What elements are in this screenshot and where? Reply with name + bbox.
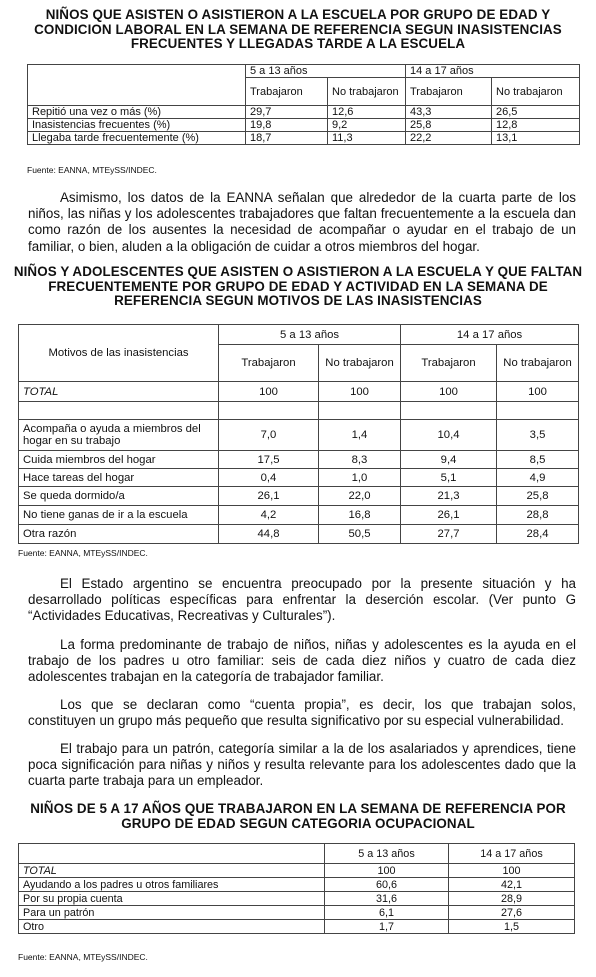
table-row [28,132,580,145]
table-row [19,892,575,906]
table-row [19,420,579,451]
table1-age-group: 14 a 17 años [406,65,580,78]
cell-value: 100 [449,864,575,878]
cell-value: 44,8 [219,525,319,544]
cell-value: 11,3 [328,132,406,145]
table3-age-group: 5 a 13 años [325,844,449,864]
cell-value: 1,4 [319,420,401,451]
table-row [19,525,579,544]
row-label: Otro [19,920,325,934]
cell-value: 12,8 [492,119,580,132]
row-label: TOTAL [19,382,219,402]
paragraph-3: La forma predominante de trabajo de niños, niñas y adolescentes es la ayuda en el trabajo de los padres u otro familiar: seis de cada diez niños y cuatro de cada diez adolescentes trabajan en la categoría de trabajador familiar. [28,637,576,685]
row-label: No tiene ganas de ir a la escuela [19,506,219,525]
row-label: Acompaña o ayuda a miembros del hogar en su trabajo [19,420,219,451]
cell-value: 29,7 [246,106,328,119]
table3-source: Fuente: EANNA, MTEySS/INDEC. [18,952,148,962]
table1-corner [28,65,246,106]
paragraph-4: Los que se declaran como “cuenta propia”, es decir, los que trabajan solos, constituyen un grupo más pequeño que resulta significativo por su especial vulnerabilidad. [28,697,576,729]
cell-value: 9,2 [328,119,406,132]
table3 [18,843,575,934]
table2-col-header: No trabajaron [319,345,401,382]
cell-value: 42,1 [449,878,575,892]
table-row [19,487,579,506]
table3-corner [19,844,325,864]
table2 [18,324,579,544]
table2-col-header: No trabajaron [497,345,579,382]
cell-value: 17,5 [219,451,319,469]
cell-value: 8,3 [319,451,401,469]
cell-value: 0,4 [219,469,319,487]
table2-title: NIÑOS Y ADOLESCENTES QUE ASISTEN O ASISTIERON A LA ESCUELA Y QUE FALTAN FRECUENTEMENTE POR GRUPO DE EDAD Y ACTIVIDAD EN LA SEMANA DE REFERENCIA SEGUN MOTIVOS DE LAS INASISTENCIAS [13,264,583,308]
cell-value: 3,5 [497,420,579,451]
cell-value: 16,8 [319,506,401,525]
cell-value: 19,8 [246,119,328,132]
cell-value: 100 [401,382,497,402]
paragraph-2: El Estado argentino se encuentra preocupado por la presente situación y ha desarrollado políticas específicas para enfrentar la deserción escolar. (Ver punto G “Actividades Educativas, Recreativas y Culturales”). [28,576,576,624]
cell-value: 100 [325,864,449,878]
cell-value: 1,7 [325,920,449,934]
paragraph-5: El trabajo para un patrón, categoría similar a la de los asalariados y aprendices, tiene poca significación para niñas y niños y resulta relevante para los adolescentes dado que la cuarta parte trabaja para un empleador. [28,741,576,789]
table1-col-header: Trabajaron [246,78,328,106]
table-row [19,506,579,525]
cell-value: 9,4 [401,451,497,469]
table2-col-header: Trabajaron [219,345,319,382]
cell-value: 18,7 [246,132,328,145]
table-row [19,920,575,934]
cell-value: 100 [319,382,401,402]
table-row [28,119,580,132]
cell-value: 22,0 [319,487,401,506]
row-label: TOTAL [19,864,325,878]
paragraph-1: Asimismo, los datos de la EANNA señalan que alrededor de la cuarta parte de los niños, las niñas y los adolescentes trabajadores que faltan frecuentemente a la escuela dan como razón de los ausentes la necesidad de acompañar o ayudar en el trabajo de un familiar, o bien, aluden a la obligación de cuidar a otros miembros del hogar. [28,190,576,254]
table1-col-header: No trabajaron [492,78,580,106]
cell-value: 26,1 [219,487,319,506]
cell-value: 4,2 [219,506,319,525]
row-label: Para un patrón [19,906,325,920]
cell-value: 26,5 [492,106,580,119]
cell-value: 22,2 [406,132,492,145]
row-label: Se queda dormido/a [19,487,219,506]
row-label: Cuida miembros del hogar [19,451,219,469]
table1-col-header: Trabajaron [406,78,492,106]
cell-value: 28,9 [449,892,575,906]
row-label: Por su propia cuenta [19,892,325,906]
table-row [19,382,579,402]
row-label: Llegaba tarde frecuentemente (%) [28,132,246,145]
table3-age-group: 14 a 17 años [449,844,575,864]
table2-col-header: Trabajaron [401,345,497,382]
row-label: Otra razón [19,525,219,544]
cell-value: 13,1 [492,132,580,145]
cell-value: 27,6 [449,906,575,920]
cell-value: 50,5 [319,525,401,544]
cell-value: 100 [219,382,319,402]
cell-value: 5,1 [401,469,497,487]
table-row [19,864,575,878]
row-label: Repitió una vez o más (%) [28,106,246,119]
cell-value: 28,8 [497,506,579,525]
cell-value: 7,0 [219,420,319,451]
table2-age-group: 14 a 17 años [401,325,579,345]
cell-value: 100 [497,382,579,402]
cell-value: 12,6 [328,106,406,119]
cell-value: 21,3 [401,487,497,506]
cell-value: 10,4 [401,420,497,451]
table1 [27,64,580,145]
table2-age-group: 5 a 13 años [219,325,401,345]
cell-value: 1,5 [449,920,575,934]
cell-value: 31,6 [325,892,449,906]
table1-source: Fuente: EANNA, MTEySS/INDEC. [27,165,157,175]
table-row [28,106,580,119]
table-row [19,451,579,469]
cell-value: 8,5 [497,451,579,469]
cell-value: 26,1 [401,506,497,525]
cell-value: 43,3 [406,106,492,119]
table2-source: Fuente: EANNA, MTEySS/INDEC. [18,548,148,558]
table3-title: NIÑOS DE 5 A 17 AÑOS QUE TRABAJARON EN LA SEMANA DE REFERENCIA POR GRUPO DE EDAD SEGUN CATEGORIA OCUPACIONAL [30,801,566,831]
cell-value: 1,0 [319,469,401,487]
cell-value: 60,6 [325,878,449,892]
cell-value: 27,7 [401,525,497,544]
table-spacer-row [19,402,579,420]
table-row [19,878,575,892]
cell-value: 6,1 [325,906,449,920]
table-row [19,469,579,487]
table1-col-header: No trabajaron [328,78,406,106]
cell-value: 28,4 [497,525,579,544]
row-label: Inasistencias frecuentes (%) [28,119,246,132]
cell-value: 25,8 [497,487,579,506]
row-label: Ayudando a los padres u otros familiares [19,878,325,892]
table-row [19,906,575,920]
row-label: Hace tareas del hogar [19,469,219,487]
cell-value: 25,8 [406,119,492,132]
table1-title: NIÑOS QUE ASISTEN O ASISTIERON A LA ESCUELA POR GRUPO DE EDAD Y CONDICION LABORAL EN LA SEMANA DE REFERENCIA SEGUN INASISTENCIAS FRECUENTES Y LLEGADAS TARDE A LA ESCUELA [34,7,562,51]
table1-age-group: 5 a 13 años [246,65,406,78]
cell-value: 4,9 [497,469,579,487]
table2-row-header: Motivos de las inasistencias [19,325,219,382]
